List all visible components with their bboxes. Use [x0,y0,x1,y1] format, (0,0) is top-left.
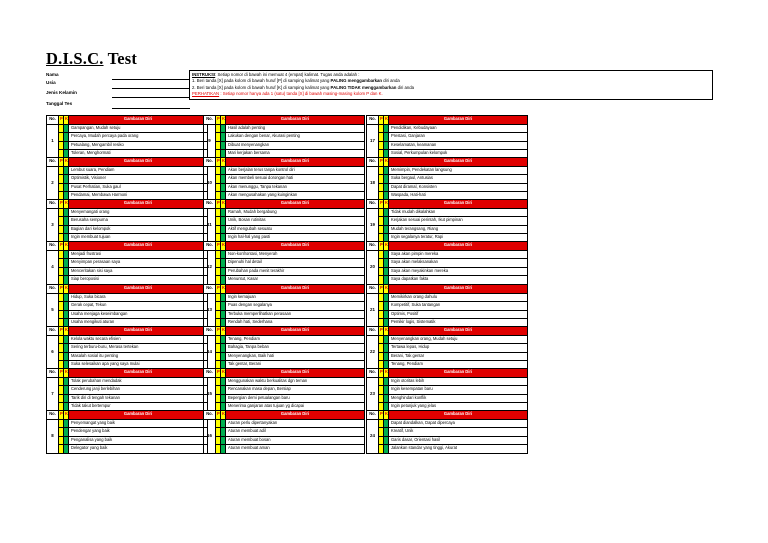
header-k: K [221,200,226,209]
header-no: No. [47,116,59,125]
question-block-22 [366,326,528,370]
question-block-16 [203,410,365,454]
statement-text: Usaha mengikuti aturan [69,319,208,328]
header-k: K [384,116,389,125]
header-p: P [379,158,384,167]
statement-text: Ingin petunjuk yang jelas [389,403,528,412]
header-gambaran-diri: Gambaran Diri [389,158,528,167]
header-no: No. [204,411,216,420]
statement-text: Bepergian demi petualangan baru [226,394,365,403]
header-p: P [59,411,64,420]
header-k: K [221,158,226,167]
header-k: K [221,411,226,420]
header-p: P [59,285,64,294]
statement-text: Cenderung janji berlebihan [69,386,208,395]
header-p: P [379,285,384,294]
header-no: No. [47,285,59,294]
question-number: 14 [204,335,216,369]
statement-text: Menceritakan sisi saya [69,267,208,276]
statement-text: Kelola waktu secara efisien [69,335,208,344]
header-k: K [221,242,226,251]
instructions-box: INSTRUKSI: Setiap nomor di bawah ini memuat 4 (empat) kalimat. Tugas anda adalah : 1. Beri tanda [X] pada kolom di bawah huruf [P] di samping kalimat yang PALING menggambarkan diri anda 2. Beri tanda [X] pada kolom di bawah huruf [K] di samping kalimat yang PALING TIDAK menggambarkan diri anda PERHATIKAN : Setiap nomor hanya ada 1 (satu) tanda [X] di bawah masing-masing kolom P dan K. [189,70,713,100]
header-no: No. [47,411,59,420]
header-p: P [216,327,221,336]
statement-text: Dapat diramal, Konsisten [389,183,528,192]
statement-text: Tarik diri di tengah tekanan [69,394,208,403]
statement-text: Keselamatan, keamanan [389,141,528,150]
statement-text: Waspada, Hati-hati [389,192,528,201]
question-block-17 [366,115,528,159]
question-number: 21 [367,293,379,327]
statement-text: Tenang, Pendiam [226,335,365,344]
statement-text: Bahagia, Tanpa beban [226,344,365,353]
header-no: No. [47,200,59,209]
statement-text: Masalah sosial itu penting [69,352,208,361]
statement-text: Rencanakan masa depan, Bersiap [226,386,365,395]
header-gambaran-diri: Gambaran Diri [389,411,528,420]
header-no: No. [204,327,216,336]
statement-text: Sering terburu-buru, Merasa tertekan [69,344,208,353]
header-gambaran-diri: Gambaran Diri [226,242,365,251]
statement-text: Ingin otoritas lebih [389,377,528,386]
question-block-15 [203,368,365,412]
statement-text: Menyenangkan orang, Mudah setuju [389,335,528,344]
header-gambaran-diri: Gambaran Diri [389,285,528,294]
header-p: P [59,242,64,251]
statement-text: Pendengar yang baik [69,428,208,437]
header-p: P [379,116,384,125]
question-number: 5 [47,293,59,327]
header-gambaran-diri: Gambaran Diri [389,327,528,336]
header-p: P [216,369,221,378]
question-number: 12 [204,250,216,284]
header-p: P [216,116,221,125]
question-number: 10 [204,166,216,200]
question-number: 19 [367,208,379,242]
header-gambaran-diri: Gambaran Diri [226,411,365,420]
header-k: K [64,327,69,336]
statement-text: Tertawa lepas, Hidup [389,344,528,353]
header-no: No. [47,327,59,336]
header-p: P [216,200,221,209]
statement-text: Dipenuhi hal detail [226,259,365,268]
header-k: K [64,285,69,294]
statement-text: Aturan membuat aman [226,445,365,454]
question-number: 20 [367,250,379,284]
header-k: K [384,200,389,209]
statement-text: Kompetitif, Suka tantangan [389,302,528,311]
header-p: P [379,242,384,251]
question-block-24 [366,410,528,454]
header-no: No. [367,327,379,336]
header-gambaran-diri: Gambaran Diri [389,200,528,209]
question-number: 17 [367,124,379,158]
header-p: P [59,116,64,125]
statement-text: Lakukan dengan benar, Akurasi penting [226,133,365,142]
statement-text: Garis dasar, Orientasi hasil [389,436,528,445]
header-k: K [384,327,389,336]
statement-text: Aktif mengubah sesuatu [226,225,365,234]
question-number: 22 [367,335,379,369]
question-number: 4 [47,250,59,284]
question-block-13 [203,284,365,328]
statement-text: Mari kerjakan bersama [226,150,365,159]
statement-text: Non-konfrontasi, Menyerah [226,250,365,259]
header-no: No. [47,369,59,378]
statement-text: Tidak takut bertempur [69,403,208,412]
question-number: 16 [204,419,216,453]
field-usia-line[interactable] [112,88,190,89]
question-block-1 [46,115,208,159]
header-no: No. [367,285,379,294]
statement-text: Percaya, Mudah percaya pada orang [69,133,208,142]
header-no: No. [367,158,379,167]
statement-text: Kerjakan sesuai perintah, Ikut pimpinan [389,217,528,226]
header-k: K [384,411,389,420]
statement-text: Penganalisa yang baik [69,436,208,445]
header-k: K [64,116,69,125]
statement-text: Aturan perlu dipertanyakan [226,419,365,428]
header-p: P [59,200,64,209]
question-number: 1 [47,124,59,158]
statement-text: Menggunakan waktu berkualitas dgn teman [226,377,365,386]
header-k: K [64,369,69,378]
statement-text: Suka bergaul, Antusias [389,175,528,184]
statement-text: Akan membeli sesuai dorongan hati [226,175,365,184]
statement-text: Pusat Perhatian, Suka gaul [69,183,208,192]
header-gambaran-diri: Gambaran Diri [226,285,365,294]
header-p: P [379,200,384,209]
header-k: K [221,327,226,336]
question-block-3 [46,199,208,243]
field-label-jenis-kelamin: Jenis Kelamin [46,90,77,95]
header-p: P [216,411,221,420]
question-number: 13 [204,293,216,327]
header-gambaran-diri: Gambaran Diri [69,158,208,167]
statement-text: Unik, Bosan rutinitas [226,217,365,226]
statement-text: Suka selesaikan apa yang saya mulai [69,361,208,370]
field-tanggal-tes-line[interactable] [112,108,190,109]
statement-text: Saya akan pimpin mereka [389,250,528,259]
header-gambaran-diri: Gambaran Diri [69,116,208,125]
statement-text: Pendidikan, Kebudayaan [389,124,528,133]
header-k: K [384,158,389,167]
field-label-usia: Usia [46,80,56,85]
statement-text: Jalankan standar yang tinggi, Akurat [389,445,528,454]
statement-text: Gerak cepat, Tekun [69,302,208,311]
header-p: P [216,285,221,294]
statement-text: Usaha menjaga keseimbangan [69,310,208,319]
question-block-6 [46,326,208,370]
statement-text: Sosial, Perkumpulan kelompok [389,150,528,159]
header-no: No. [204,369,216,378]
statement-text: Saya akan melaksanakan [389,259,528,268]
header-no: No. [367,116,379,125]
header-p: P [59,327,64,336]
header-no: No. [47,158,59,167]
statement-text: Mudah terangsang, Riang [389,225,528,234]
statement-text: Saya akan meyakinkan mereka [389,267,528,276]
question-block-14 [203,326,365,370]
statement-text: Pemikir logis, Sistematik [389,319,528,328]
header-k: K [221,285,226,294]
statement-text: Prestasi, Ganjaran [389,133,528,142]
statement-text: Perubahan pada menit terakhir [226,267,365,276]
question-block-4 [46,241,208,285]
header-no: No. [204,116,216,125]
statement-text: Penyemangat yang baik [69,419,208,428]
question-block-23 [366,368,528,412]
header-k: K [221,369,226,378]
statement-text: Tak gentar, Berani [226,361,365,370]
question-block-7 [46,368,208,412]
statement-text: Ingin segalanya teratur, Rapi [389,234,528,243]
statement-text: Saya dapatkan fakta [389,276,528,285]
statement-text: Akan berjalan terus tanpa kontrol diri [226,166,365,175]
statement-text: Menyimpan perasaan saya [69,259,208,268]
question-number: 15 [204,377,216,411]
statement-text: Ingin kesempatan baru [389,386,528,395]
statement-text: Dapat diandalkan, Dapat dipercaya [389,419,528,428]
question-block-5 [46,284,208,328]
statement-text: Kreatif, Unik [389,428,528,437]
question-block-20 [366,241,528,285]
question-number: 7 [47,377,59,411]
header-no: No. [204,242,216,251]
statement-text: Ingin hal-hal yang pasti [226,234,365,243]
statement-text: Berani, Tak gentar [389,352,528,361]
header-k: K [64,200,69,209]
statement-text: Rendah hati, Sederhana [226,319,365,328]
question-number: 9 [204,124,216,158]
statement-text: Optimis, Positif [389,310,528,319]
header-no: No. [204,200,216,209]
statement-text: Memimpin, Pendekatan langsung [389,166,528,175]
statement-text: Ramah, Mudah bergabung [226,208,365,217]
question-block-10 [203,157,365,201]
statement-text: Siap beroposisi [69,276,208,285]
header-p: P [59,158,64,167]
statement-text: Menjadi frustrasi [69,250,208,259]
question-block-21 [366,284,528,328]
header-gambaran-diri: Gambaran Diri [69,327,208,336]
header-p: P [379,327,384,336]
question-block-8 [46,410,208,454]
statement-text: Tolak perubahan mendadak [69,377,208,386]
header-gambaran-diri: Gambaran Diri [389,242,528,251]
statement-text: Hasil adalah penting [226,124,365,133]
header-no: No. [204,158,216,167]
question-block-12 [203,241,365,285]
header-k: K [221,116,226,125]
field-label-nama: Nama [46,72,59,77]
statement-text: Menyemangati orang [69,208,208,217]
header-gambaran-diri: Gambaran Diri [389,369,528,378]
statement-text: Gampangan, Mudah setuju [69,124,208,133]
header-k: K [384,242,389,251]
question-number: 24 [367,419,379,453]
page-title: D.I.S.C. Test [46,49,138,68]
header-gambaran-diri: Gambaran Diri [226,369,365,378]
statement-text: Toleran, Menghormati [69,150,208,159]
field-jenis-kelamin-line[interactable] [112,97,190,98]
header-no: No. [367,242,379,251]
question-number: 18 [367,166,379,200]
statement-text: Aturan membuat bosan [226,436,365,445]
statement-text: Tenang, Pendiam [389,361,528,370]
header-gambaran-diri: Gambaran Diri [226,158,365,167]
question-number: 23 [367,377,379,411]
statement-text: Akan mengusahakan yang kuinginkan [226,192,365,201]
header-gambaran-diri: Gambaran Diri [69,200,208,209]
field-label-tanggal-tes: Tanggal Tes [46,101,73,106]
statement-text: Aturan membuat adil [226,428,365,437]
statement-text: Ingin kemajuan [226,293,365,302]
header-gambaran-diri: Gambaran Diri [226,116,365,125]
question-block-18 [366,157,528,201]
question-number: 11 [204,208,216,242]
question-number: 3 [47,208,59,242]
statement-text: Puas dengan segalanya [226,302,365,311]
statement-text: Ingin membuat tujuan [69,234,208,243]
header-no: No. [204,285,216,294]
header-no: No. [47,242,59,251]
statement-text: Petualang, Mengambil resiko [69,141,208,150]
question-number: 8 [47,419,59,453]
statement-text: Hidup, Suka bicara [69,293,208,302]
header-gambaran-diri: Gambaran Diri [226,327,365,336]
header-k: K [384,285,389,294]
statement-text: Memikirkan orang dahulu [389,293,528,302]
statement-text: Tidak mudah dikalahkan [389,208,528,217]
header-no: No. [367,200,379,209]
header-gambaran-diri: Gambaran Diri [226,200,365,209]
header-p: P [216,158,221,167]
header-gambaran-diri: Gambaran Diri [69,285,208,294]
question-block-9 [203,115,365,159]
statement-text: Berusaha sempurna [69,217,208,226]
question-block-11 [203,199,365,243]
question-block-19 [366,199,528,243]
statement-text: Menuntut, Kasar [226,276,365,285]
header-no: No. [367,411,379,420]
question-number: 2 [47,166,59,200]
header-k: K [64,158,69,167]
statement-text: Menyenangkan, Baik hati [226,352,365,361]
header-gambaran-diri: Gambaran Diri [69,411,208,420]
statement-text: Menghindari konflik [389,394,528,403]
header-p: P [379,369,384,378]
statement-text: Akan menunggu, Tanpa tekanan [226,183,365,192]
statement-text: Terbuka memperlihatkan perasaan [226,310,365,319]
question-number: 6 [47,335,59,369]
statement-text: Pendamai, Membawa Harmoni [69,192,208,201]
header-k: K [384,369,389,378]
field-nama-line[interactable] [112,79,190,80]
question-block-2 [46,157,208,201]
statement-text: Bagian dari kelompok [69,225,208,234]
statement-text: Menerima ganjaran atas tujuan yg dicapai [226,403,365,412]
header-gambaran-diri: Gambaran Diri [69,242,208,251]
header-p: P [216,242,221,251]
statement-text: Optimistik, Visioner [69,175,208,184]
header-gambaran-diri: Gambaran Diri [389,116,528,125]
header-no: No. [367,369,379,378]
header-p: P [379,411,384,420]
header-gambaran-diri: Gambaran Diri [69,369,208,378]
header-k: K [64,411,69,420]
header-p: P [59,369,64,378]
statement-text: Lembut suara, Pendiam [69,166,208,175]
statement-text: Dibuat menyenangkan [226,141,365,150]
statement-text: Delegator yang baik [69,445,208,454]
header-k: K [64,242,69,251]
